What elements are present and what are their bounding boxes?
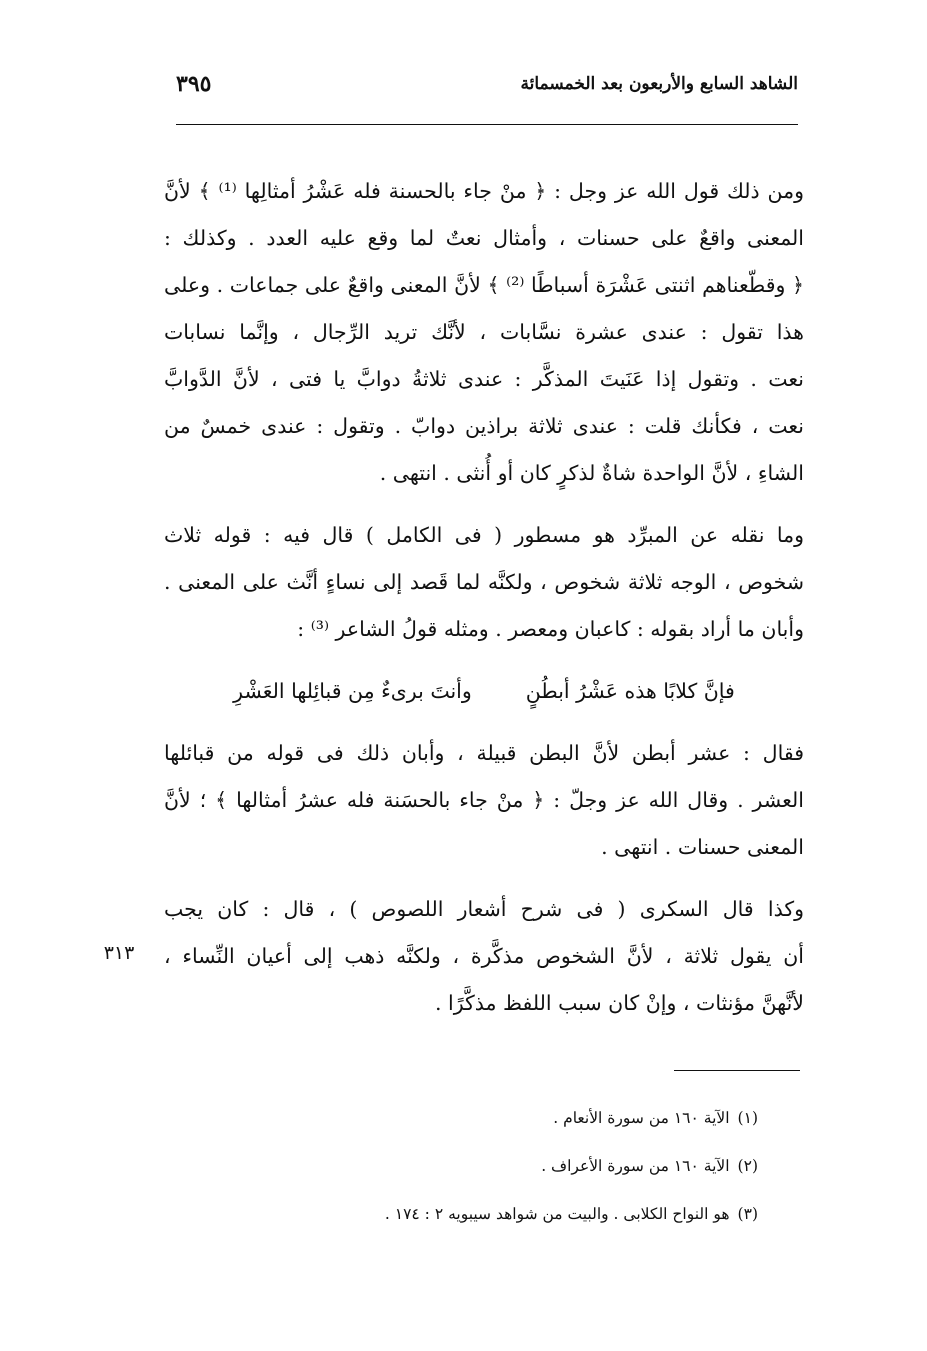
footnote-number: (١) <box>737 1109 758 1127</box>
footnote-text: هو النواح الكلابى . والبيت من شواهد سيبويه ٢ : ١٧٤ . <box>384 1205 730 1223</box>
footnote-text: الآية ١٦٠ من سورة الأنعام . <box>553 1109 730 1127</box>
verse-first-hemistich: فإنَّ كلابًا هذه عَشْرُ أبطُنٍ <box>525 679 735 703</box>
text-line: المعنى واقعٌ على حسنات ، وأمثال نعتٌ لما وقع عليه العدد . وكذلك : <box>164 226 804 250</box>
text-line: العشر . وقال الله عز وجلّ : ﴿ منْ جاء بالحسَنة فله عشرُ أمثالها ﴾ ؛ لأنَّ <box>164 788 804 812</box>
paragraph-2 <box>164 512 804 653</box>
page-number: ٣٩٥ <box>176 71 212 97</box>
footnote-item <box>240 1190 758 1238</box>
text-line: نعت ، فكأنك قلت : عندى ثلاثة براذين دوابّ . وتقول : عندى خمسٌ من <box>164 414 804 438</box>
footnote-number: (٣) <box>737 1205 758 1223</box>
footnote-item <box>240 1094 758 1142</box>
margin-page-number: ٣١٣ <box>103 942 135 964</box>
text-line: ﴿ وقطّعناهم اثنتى عَشْرَة أسباطًا ⁽²⁾ ﴾ لأنَّ المعنى واقعٌ على جماعات . وعلى <box>164 273 805 297</box>
paragraph-4 <box>164 886 804 1027</box>
footnote-item <box>240 1142 758 1190</box>
page-header <box>176 64 798 104</box>
footnotes <box>240 1094 758 1238</box>
text-line: شخوص ، الوجه ثلاثة شخوص ، ولكنَّه لما قَصد إلى نساءٍ أنَّث على المعنى . <box>164 570 804 594</box>
paragraph-1 <box>164 168 804 497</box>
text-line: ومن ذلك قول الله عز وجل : ﴿ منْ جاء بالحسنة فله عَشْرُ أمثالِها ⁽¹⁾ ﴾ لأنَّ <box>164 179 804 203</box>
poetry-verse <box>164 668 804 715</box>
text-line: لأنَّهنَّ مؤنثات ، وإنْ كان سبب اللفظ مذكَّرًا . <box>435 991 804 1015</box>
text-line: هذا تقول : عندى عشرة نسَّابات ، لأنَّك تريد الرِّجال ، وإنَّما نسابات <box>164 320 804 344</box>
text-line: أن يقول ثلاثة ، لأنَّ الشخوص مذكَّرة ، ولكنَّه ذهب إلى أعيان النِّساء ، <box>164 944 804 968</box>
text-line: نعت . وتقول إذا عَنَيتَ المذكَّر : عندى ثلاثةُ دوابَّ يا فتى ، لأنَّ الدَّوابَّ <box>164 367 804 391</box>
header-rule <box>176 124 798 125</box>
verse-second-hemistich: وأنتَ برىءٌ مِن قبائِلها العَشْرِ <box>233 679 472 703</box>
paragraph-3 <box>164 730 804 871</box>
footnote-rule <box>674 1070 800 1071</box>
text-line: فقال : عشر أبطن لأنَّ البطن قبيلة ، وأبان ذلك فى قوله من قبائلها <box>164 741 804 765</box>
main-text <box>164 168 804 1027</box>
text-line: وكذا قال السكرى ( فى شرح أشعار اللصوص ) ، قال : كان يجب <box>164 897 804 921</box>
running-title: الشاهد السابع والأربعون بعد الخمسمائة <box>520 74 798 94</box>
text-line: وما نقله عن المبرِّد هو مسطور ( فى الكامل ) قال فيه : قوله ثلاث <box>164 523 804 547</box>
footnote-text: الآية ١٦٠ من سورة الأعراف . <box>541 1157 730 1175</box>
text-line: الشاءِ ، لأنَّ الواحدة شاةٌ لذكرٍ كان أو أُنثى . انتهى . <box>379 461 804 485</box>
footnote-number: (٢) <box>737 1157 758 1175</box>
text-line: وأبان ما أراد بقوله : كاعبان ومعصر . ومثله قولُ الشاعر ⁽³⁾ : <box>297 617 804 641</box>
text-line: المعنى حسنات . انتهى . <box>601 835 804 859</box>
